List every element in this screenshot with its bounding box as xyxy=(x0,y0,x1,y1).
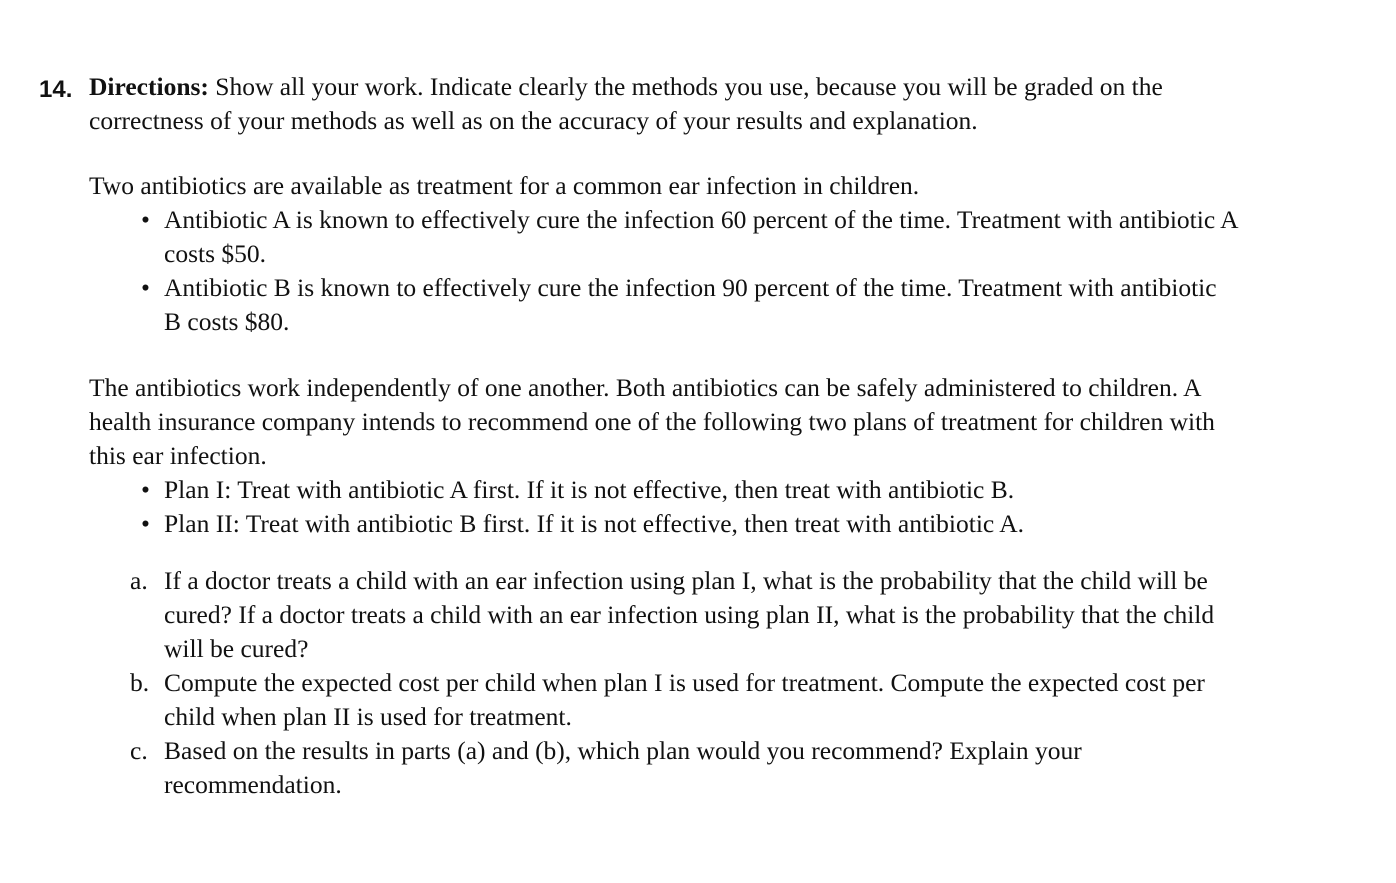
directions-paragraph xyxy=(89,70,1239,138)
list-item xyxy=(141,507,1239,541)
plans-list xyxy=(89,473,1239,541)
part-letter: b. xyxy=(130,668,150,697)
directions-text: Show all your work. Indicate clearly the methods you use, because you will be graded on the correctness of your methods as well as on the accuracy of your results and explanation. xyxy=(89,72,1163,135)
question-content xyxy=(89,70,1239,802)
antibiotic-a-text: Antibiotic A is known to effectively cure the infection 60 percent of the time. Treatment with antibiotic A costs $50. xyxy=(164,205,1238,268)
bullet-dot: • xyxy=(141,475,150,504)
question-parts-list xyxy=(89,564,1239,802)
plan-i-text: Plan I: Treat with antibiotic A first. If it is not effective, then treat with antibiotic B. xyxy=(164,475,1015,504)
list-item xyxy=(130,734,1239,802)
list-item xyxy=(141,473,1239,507)
question-number: 14. xyxy=(39,76,73,103)
bullet-dot: • xyxy=(141,273,150,302)
part-letter: c. xyxy=(130,736,148,765)
bullet-dot: • xyxy=(141,509,150,538)
plan-ii-text: Plan II: Treat with antibiotic B first. If it is not effective, then treat with antibiotic A. xyxy=(164,509,1025,538)
bullet-dot: • xyxy=(141,205,150,234)
part-b-text: Compute the expected cost per child when plan I is used for treatment. Compute the expected cost per child when plan II is used for treatment. xyxy=(164,668,1205,731)
list-item xyxy=(141,203,1239,271)
part-letter: a. xyxy=(130,566,148,595)
list-item xyxy=(130,666,1239,734)
independence-paragraph: The antibiotics work independently of one another. Both antibiotics can be safely administered to children. A health insurance company intends to recommend one of the following two plans of treatment for children with this ear infection. xyxy=(89,373,1215,470)
antibiotic-b-text: Antibiotic B is known to effectively cure the infection 90 percent of the time. Treatment with antibiotic B costs $80. xyxy=(164,273,1217,336)
part-a-text: If a doctor treats a child with an ear infection using plan I, what is the probability that the child will be cured? If a doctor treats a child with an ear infection using plan II, what is the probability that the child will be cured? xyxy=(164,566,1215,663)
antibiotics-list xyxy=(89,203,1239,339)
part-c-text: Based on the results in parts (a) and (b), which plan would you recommend? Explain your recommendation. xyxy=(164,736,1082,799)
intro-paragraph: Two antibiotics are available as treatment for a common ear infection in children. xyxy=(89,171,920,200)
list-item xyxy=(141,271,1239,339)
list-item xyxy=(130,564,1239,666)
directions-label: Directions: xyxy=(89,72,209,101)
